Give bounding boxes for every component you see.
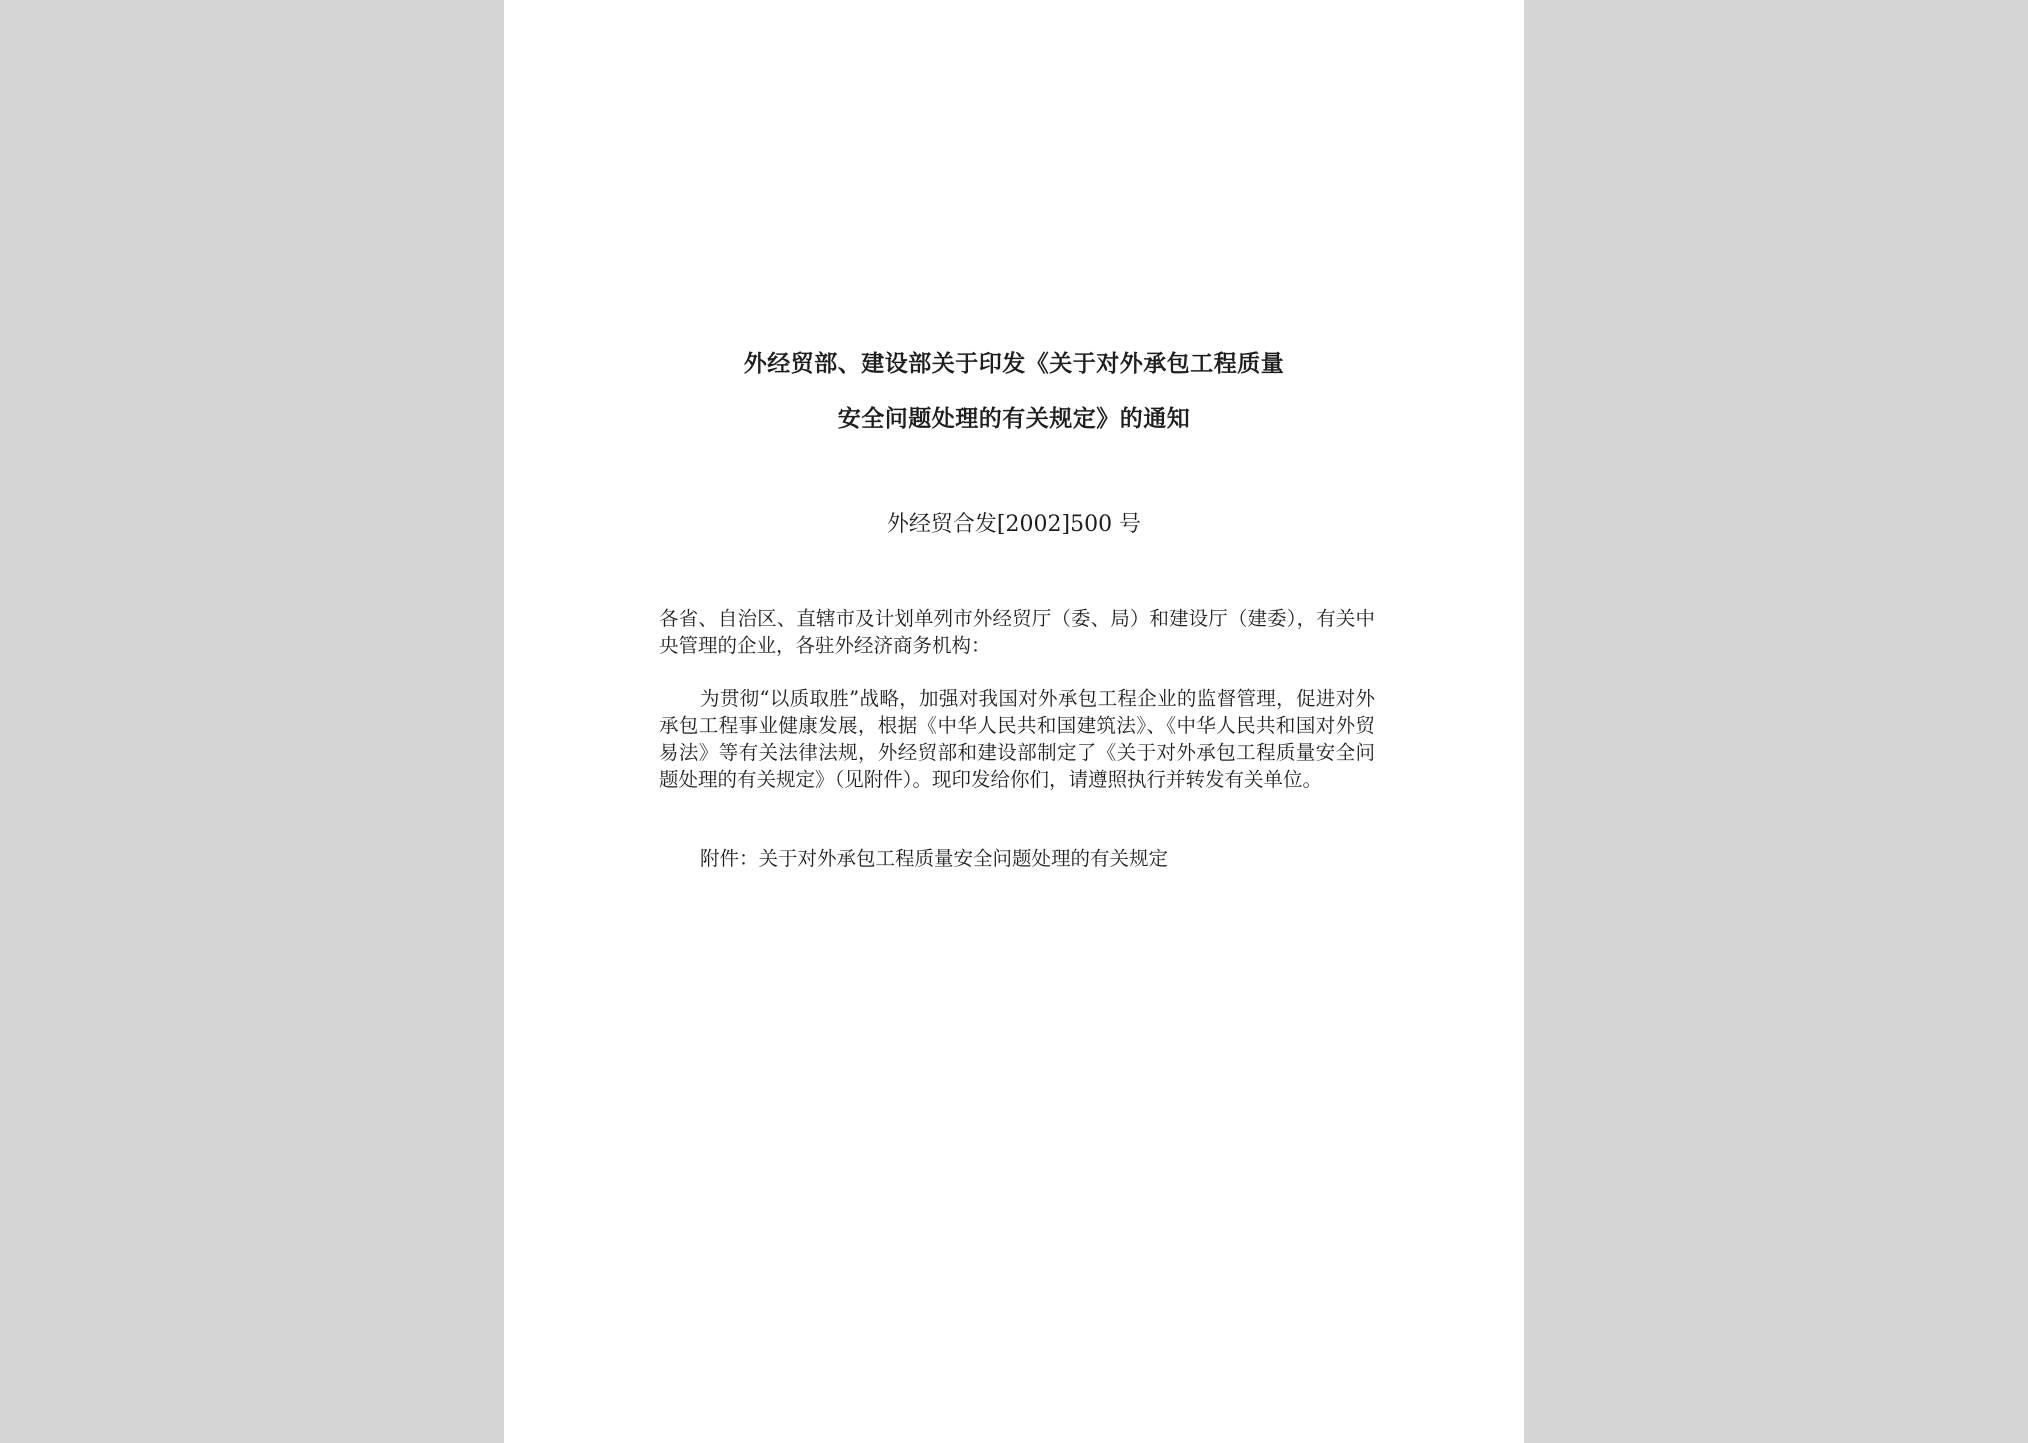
addressee-paragraph: 各省、自治区、直辖市及计划单列市外经贸厅（委、局）和建设厅（建委），有关中央管理的企业，各驻外经济商务机构： (659, 607, 1375, 657)
document-title-line-2: 安全问题处理的有关规定》的通知 (837, 405, 1191, 432)
document-number: 外经贸合发[2002]500 号 (886, 512, 1142, 537)
body-paragraph: 为贯彻“以质取胜”战略，加强对我国对外承包工程企业的监督管理，促进对外承包工程事业健康发展，根据《中华人民共和国建筑法》、《中华人民共和国对外贸易法》等有关法律法规，外经贸部和建设部制定了《关于对外承包工程质量安全问题处理的有关规定》（见附件）。现印发给你们，请遵照执行并转发有关单位。 (659, 687, 1375, 791)
attachment-line: 附件：关于对外承包工程质量安全问题处理的有关规定 (700, 847, 1169, 870)
document-page (504, 0, 1524, 1443)
document-title-line-1: 外经贸部、建设部关于印发《关于对外承包工程质量 (743, 350, 1285, 377)
